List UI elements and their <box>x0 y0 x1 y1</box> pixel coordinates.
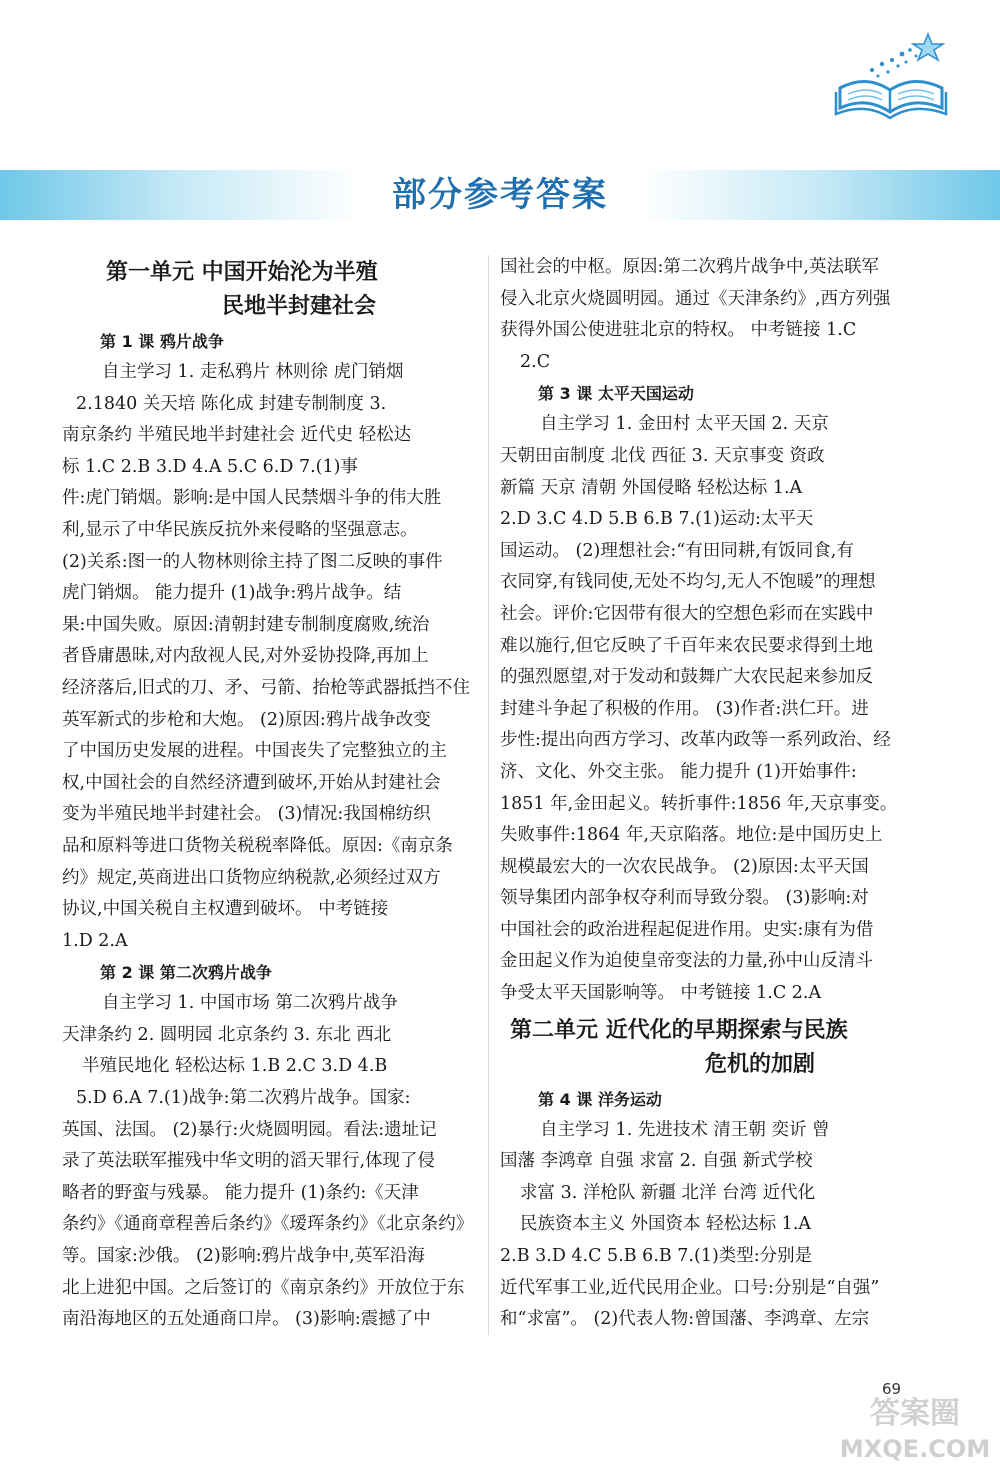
text-line: 2.1840 关天培 陈化成 封建专制制度 3. <box>76 393 387 414</box>
right-column <box>500 252 910 1336</box>
page-number: 69 <box>882 1380 902 1398</box>
watermark-logo <box>840 1385 990 1465</box>
text-line: 略者的野蛮与残暴。 能力提升 (1)条约:《天津 <box>62 1182 419 1203</box>
text-line: 协议,中国关税自主权遭到破坏。 中考链接 <box>62 899 389 920</box>
svg-text:答案圈: 答案圈 <box>870 1396 960 1431</box>
text-line: 自主学习 1. 先进技术 清王朝 奕䜣 曾 <box>540 1119 830 1140</box>
text-line: 权,中国社会的自然经济遭到破坏,开始从封建社会 <box>62 772 441 793</box>
text-line: 自主学习 1. 金田村 太平天国 2. 天京 <box>540 414 829 435</box>
text-line: 约》规定,英商进出口货物应纳税款,必须经过双方 <box>62 867 441 888</box>
svg-text:MXQE.COM: MXQE.COM <box>840 1435 990 1463</box>
unit-2-title <box>500 1014 910 1082</box>
text-line: 2.D 3.C 4.D 5.B 6.B 7.(1)运动:太平天 <box>500 509 814 530</box>
unit-1-title-line1: 第一单元 中国开始沦为半殖 <box>106 260 378 285</box>
lesson-4-title: 第 4 课 洋务运动 <box>538 1089 662 1109</box>
text-line: 虎门销烟。 能力提升 (1)战争:鸦片战争。结 <box>62 583 402 604</box>
text-line: 标 1.C 2.B 3.D 4.A 5.C 6.D 7.(1)事 <box>62 456 358 477</box>
text-line: 果:中国失败。原因:清朝封建专制制度腐败,统治 <box>62 614 430 635</box>
lesson-3-title: 第 3 课 太平天国运动 <box>538 384 694 404</box>
text-line: 自主学习 1. 走私鸦片 林则徐 虎门销烟 <box>102 362 404 382</box>
text-line: 难以施行,但它反映了千百年来农民要求得到土地 <box>500 635 874 656</box>
text-line: 金田起义作为迫使皇帝变法的力量,孙中山反清斗 <box>500 951 874 972</box>
text-line: 利,显示了中华民族反抗外来侵略的坚强意志。 <box>62 519 418 540</box>
text-line: 北上进犯中国。之后签订的《南京条约》开放位于东 <box>62 1277 465 1298</box>
text-line: 国藩 李鸿章 自强 求富 2. 自强 新式学校 <box>500 1151 813 1172</box>
text-line: 侵入北京火烧圆明园。通过《天津条约》,西方列强 <box>500 288 891 309</box>
text-line: 了中国历史发展的进程。中国丧失了完整独立的主 <box>62 741 447 762</box>
text-line: 南京条约 半殖民地半封建社会 近代史 轻松达 <box>62 425 412 446</box>
lesson-2-title: 第 2 课 第二次鸦片战争 <box>100 963 272 983</box>
text-line: 济、文化、外交主张。 能力提升 (1)开始事件: <box>500 761 857 782</box>
lesson-2-answers-continued <box>500 252 910 378</box>
text-line: 天朝田亩制度 北伐 西征 3. 天京事变 资政 <box>500 445 825 466</box>
lesson-3-answers <box>500 409 910 1009</box>
text-line: 品和原料等进口货物关税税率降低。原因:《南京条 <box>62 835 453 856</box>
text-line: 社会。评价:它因带有很大的空想色彩而在实践中 <box>500 603 874 624</box>
text-line: 的强烈愿望,对于发动和鼓舞广大农民起来参加反 <box>500 667 874 688</box>
lesson-4-answers <box>500 1115 910 1336</box>
unit-2-title-line1: 第二单元 近代化的早期探索与民族 <box>510 1017 848 1043</box>
text-line: (2)关系:图一的人物林则徐主持了图二反映的事件 <box>62 551 443 572</box>
text-line: 英军新式的步枪和大炮。 (2)原因:鸦片战争改变 <box>62 709 431 730</box>
text-line: 者昏庸愚昧,对内敌视人民,对外妥协投降,再加上 <box>62 646 429 667</box>
text-line: 国社会的中枢。原因:第二次鸦片战争中,英法联军 <box>500 257 879 277</box>
text-line: 求富 3. 洋枪队 新疆 北洋 台湾 近代化 <box>520 1182 816 1203</box>
text-line: 民族资本主义 外国资本 轻松达标 1.A <box>520 1214 812 1235</box>
lesson-2-answers <box>62 988 480 1336</box>
lesson-1-title: 第 1 课 鸦片战争 <box>100 332 224 351</box>
text-line: 英国、法国。 (2)暴行:火烧圆明园。看法:遗址记 <box>62 1119 437 1140</box>
text-line: 南沿海地区的五处通商口岸。 (3)影响:震撼了中 <box>62 1309 431 1330</box>
text-line: 和“求富”。 (2)代表人物:曾国藩、李鸿章、左宗 <box>500 1309 870 1330</box>
text-line: 国运动。 (2)理想社会:“有田同耕,有饭同食,有 <box>500 540 854 561</box>
text-line: 获得外国公使进驻北京的特权。 中考链接 1.C <box>500 320 857 341</box>
text-line: 争受太平天国影响等。 中考链接 1.C 2.A <box>500 983 822 1004</box>
text-line: 规模最宏大的一次农民战争。 (2)原因:太平天国 <box>500 856 869 877</box>
text-line: 封建斗争起了积极的作用。 (3)作者:洪仁玕。进 <box>500 698 869 719</box>
text-line: 条约》《通商章程善后条约》《瑷珲条约》《北京条约》 <box>62 1214 474 1235</box>
text-line: 录了英法联军摧残中华文明的滔天罪行,体现了侵 <box>62 1151 436 1172</box>
text-line: 2.C <box>520 351 551 372</box>
text-line: 失败事件:1864 年,天京陷落。地位:是中国历史上 <box>500 825 883 846</box>
text-line: 近代军事工业,近代民用企业。口号:分别是“自强” <box>500 1277 880 1298</box>
left-column <box>62 252 480 1336</box>
unit-1-title-line2: 民地半封建社会 <box>222 294 377 319</box>
text-line: 步性:提出向西方学习、改革内政等一系列政治、经 <box>500 730 891 751</box>
lesson-1-answers <box>62 357 480 957</box>
text-line: 领导集团内部争权夺利而导致分裂。 (3)影响:对 <box>500 888 869 909</box>
text-line: 2.B 3.D 4.C 5.B 6.B 7.(1)类型:分别是 <box>500 1246 813 1267</box>
text-line: 5.D 6.A 7.(1)战争:第二次鸦片战争。国家: <box>76 1088 411 1109</box>
text-line: 半殖民地化 轻松达标 1.B 2.C 3.D 4.B <box>82 1056 388 1077</box>
open-book-star-logo <box>832 30 950 120</box>
text-line: 自主学习 1. 中国市场 第二次鸦片战争 <box>102 993 398 1014</box>
text-line: 1.D 2.A <box>62 930 128 951</box>
unit-1-title <box>62 256 480 324</box>
column-divider <box>488 255 489 1335</box>
text-line: 天津条约 2. 圆明园 北京条约 3. 东北 西北 <box>62 1024 392 1045</box>
unit-2-title-line2: 危机的加剧 <box>705 1051 816 1077</box>
text-line: 新篇 天京 清朝 外国侵略 轻松达标 1.A <box>500 477 803 498</box>
text-line: 件:虎门销烟。影响:是中国人民禁烟斗争的伟大胜 <box>62 488 442 509</box>
text-line: 中国社会的政治进程起促进作用。史实:康有为借 <box>500 919 874 940</box>
text-line: 经济落后,旧式的刀、矛、弓箭、抬枪等武器抵挡不住 <box>62 677 471 698</box>
text-line: 变为半殖民地半封建社会。 (3)情况:我国棉纺织 <box>62 804 431 825</box>
text-line: 1851 年,金田起义。转折事件:1856 年,天京事变。 <box>500 793 898 814</box>
page-title: 部分参考答案 <box>392 175 608 215</box>
text-line: 等。国家:沙俄。 (2)影响:鸦片战争中,英军沿海 <box>62 1246 425 1267</box>
text-line: 衣同穿,有钱同使,无处不均匀,无人不饱暖”的理想 <box>500 572 876 593</box>
